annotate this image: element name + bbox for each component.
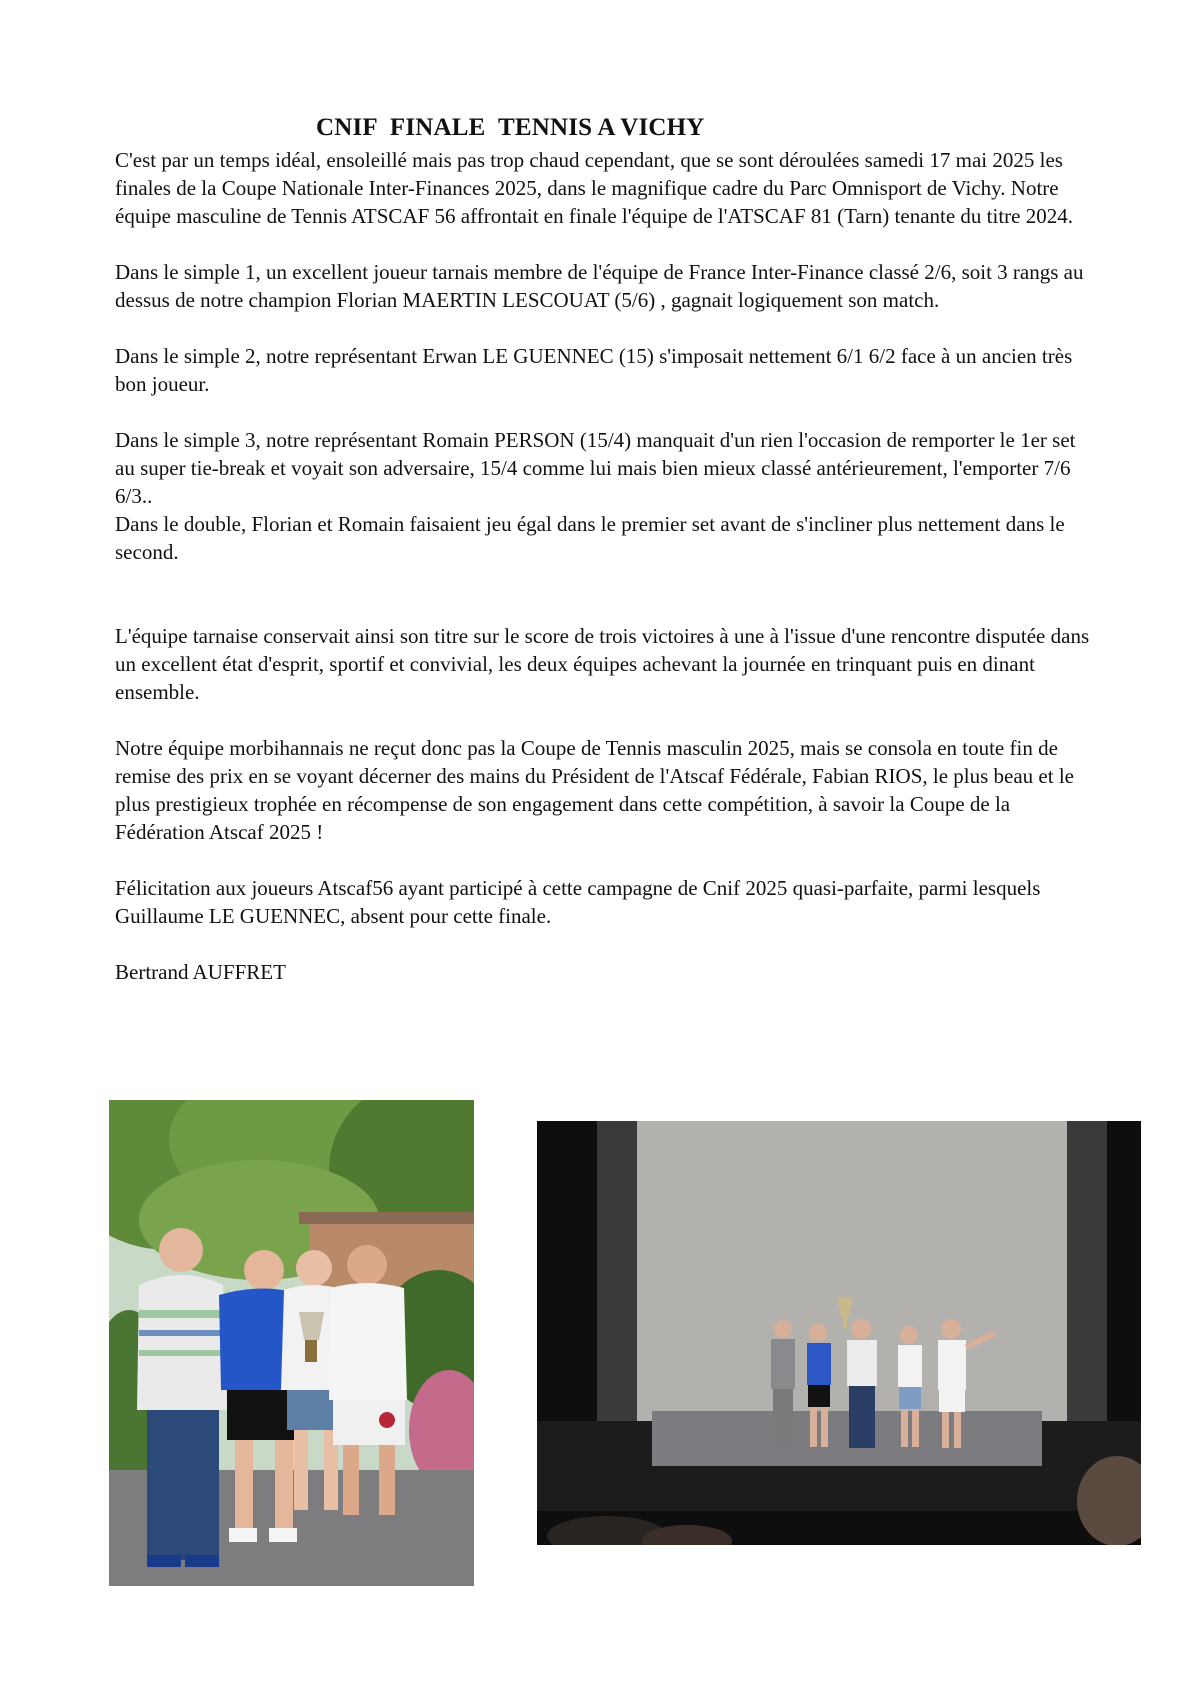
article-title: CNIF FINALE TENNIS A VICHY bbox=[316, 114, 705, 141]
paragraph-result: L'équipe tarnaise conservait ainsi son titre sur le score de trois victoires à une à l'issue d'une rencontre disputée dans un excellent état d'esprit, sportif et convivial, les deux équipes achevant la journée en trinquant puis en dinant ensemble. bbox=[115, 624, 1090, 704]
article-body bbox=[115, 146, 1095, 986]
signature: Bertrand AUFFRET bbox=[115, 960, 286, 984]
paragraph-simple-3: Dans le simple 3, notre représentant Romain PERSON (15/4) manquait d'un rien l'occasion de remporter le 1er set au super tie-break et voyait son adversaire, 15/4 comme lui mais bien mieux classé antérieurement, l'emporter 7/6 6/3.. bbox=[115, 428, 1076, 508]
paragraph-congratulations: Félicitation aux joueurs Atscaf56 ayant participé à cette campagne de Cnif 2025 quasi-parfaite, parmi lesquels Guillaume LE GUENNEC, absent pour cette finale. bbox=[115, 876, 1041, 928]
paragraph-double: Dans le double, Florian et Romain faisaient jeu égal dans le premier set avant de s'incliner plus nettement dans le second. bbox=[115, 512, 1065, 564]
paragraph-simple-2: Dans le simple 2, notre représentant Erwan LE GUENNEC (15) s'imposait nettement 6/1 6/2 face à un ancien très bon joueur. bbox=[115, 344, 1073, 396]
paragraph-simple-1: Dans le simple 1, un excellent joueur tarnais membre de l'équipe de France Inter-Finance classé 2/6, soit 3 rangs au dessus de notre champion Florian MAERTIN LESCOUAT (5/6) , gagnait logiquement son match. bbox=[115, 260, 1084, 312]
trophy-ceremony-stage bbox=[537, 1121, 1141, 1545]
team-photo-outdoor bbox=[109, 1100, 474, 1586]
paragraph-federation-cup: Notre équipe morbihannais ne reçut donc pas la Coupe de Tennis masculin 2025, mais se consola en toute fin de remise des prix en se voyant décerner des mains du Président de l'Atscaf Fédérale, Fabian RIOS, le plus beau et le plus prestigieux trophée en récompense de son engagement dans cette compétition, à savoir la Coupe de la Fédération Atscaf 2025 ! bbox=[115, 736, 1074, 844]
paragraph-intro: C'est par un temps idéal, ensoleillé mais pas trop chaud cependant, que se sont déroulées samedi 17 mai 2025 les finales de la Coupe Nationale Inter-Finances 2025, dans le magnifique cadre du Parc Omnisport de Vichy. Notre équipe masculine de Tennis ATSCAF 56 affrontait en finale l'équipe de l'ATSCAF 81 (Tarn) tenante du titre 2024. bbox=[115, 148, 1073, 228]
